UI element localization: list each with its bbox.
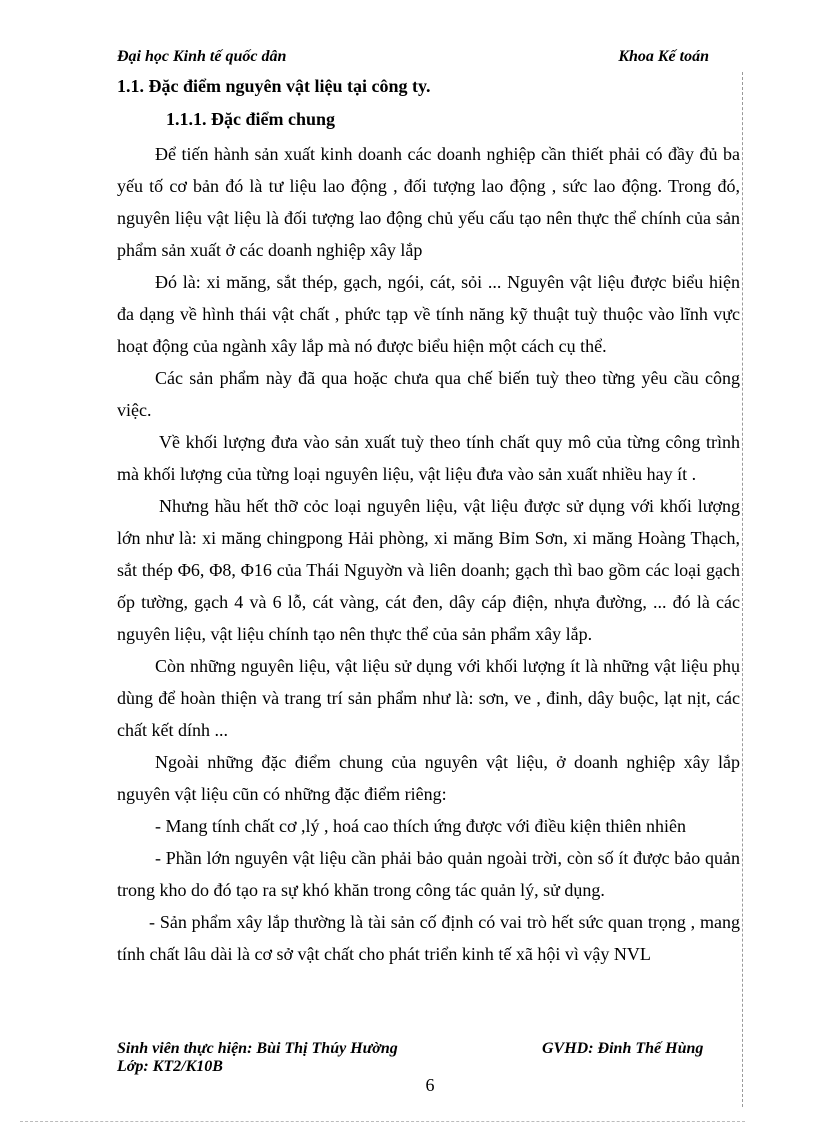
page-border-bottom [20,1121,745,1122]
header-faculty: Khoa Kế toán [618,48,709,65]
paragraph: Để tiến hành sản xuất kinh doanh các doanh nghiệp cần thiết phải có đầy đủ ba yếu tố cơ bản đó là tư liệu lao động , đối tượng lao động , sức lao động. Trong đó, nguyên liệu vật liệu là đối tượng lao động chủ yếu cấu tạo nên thực thể chính của sản phẩm sản xuất ở các doanh nghiệp xây lắp [117,144,740,260]
page-number: 6 [425,1075,435,1095]
paragraph: Về khối lượng đưa vào sản xuất tuỳ theo tính chất quy mô của từng công trình mà khối lượng của từng loại nguyên liệu, vật liệu đưa vào sản xuất nhiều hay ít . [117,432,740,484]
footer-advisor: GVHD: Đinh Thế Hùng [542,1040,704,1057]
header-university: Đại học Kinh tế quốc dân [117,48,287,65]
paragraph: Đó là: xi măng, sắt thép, gạch, ngói, cát, sỏi ... Nguyên vật liệu được biểu hiện đa dạng về hình thái vật chất , phức tạp về tính năng kỹ thuật tuỳ thuộc vào lĩnh vực hoạt động của ngành xây lắp mà nó được biểu hiện một cách cụ thể. [117,272,740,356]
bullet-item: - Sản phẩm xây lắp thường là tài sản cố định có vai trò hết sức quan trọng , mang tính chất lâu dài là cơ sở vật chất cho phát triển kinh tế xã hội vì vậy NVL [117,912,740,964]
section-subheading: 1.1.1. Đặc điểm chung [166,109,336,129]
document-body [117,138,740,970]
bullet-item: - Phần lớn nguyên vật liệu cần phải bảo quản ngoài trời, còn số ít được bảo quản trong kho do đó tạo ra sự khó khăn trong công tác quản lý, sử dụng. [117,848,740,900]
footer-student: Sinh viên thực hiện: Bùi Thị Thúy Hường [117,1040,398,1057]
footer-class: Lớp: KT2/K10B [117,1058,223,1075]
paragraph: Còn những nguyên liệu, vật liệu sử dụng với khối lượng ít là những vật liệu phụ dùng để hoàn thiện và trang trí sản phẩm như là: sơn, ve , đinh, dây buộc, lạt nịt, các chất kết dính ... [117,656,740,740]
paragraph: Ngoài những đặc điểm chung của nguyên vật liệu, ở doanh nghiệp xây lắp nguyên vật liệu cũn có những đặc điểm riêng: [117,752,740,804]
paragraph: Các sản phẩm này đã qua hoặc chưa qua chế biến tuỳ theo từng yêu cầu công việc. [117,368,740,420]
bullet-item: - Mang tính chất cơ ,lý , hoá cao thích ứng được với điều kiện thiên nhiên [155,816,686,836]
paragraph: Nhưng hầu hết thỡ cỏc loại nguyên liệu, vật liệu được sử dụng với khối lượng lớn như là: xi măng chingpong Hải phòng, xi măng Bỉm Sơn, xi măng Hoàng Thạch, sắt thép Φ6, Φ8, Φ16 của Thái Nguyờn và liên doanh; gạch thì bao gồm các loại gạch ốp tường, gạch 4 và 6 lỗ, cát vàng, cát đen, dây cáp điện, nhựa đường, ... đó là các nguyên liệu, vật liệu chính tạo nên thực thể của sản phẩm xây lắp. [117,496,740,644]
page-border-right [742,72,743,1107]
section-heading: 1.1. Đặc điểm nguyên vật liệu tại công ty. [117,76,431,96]
